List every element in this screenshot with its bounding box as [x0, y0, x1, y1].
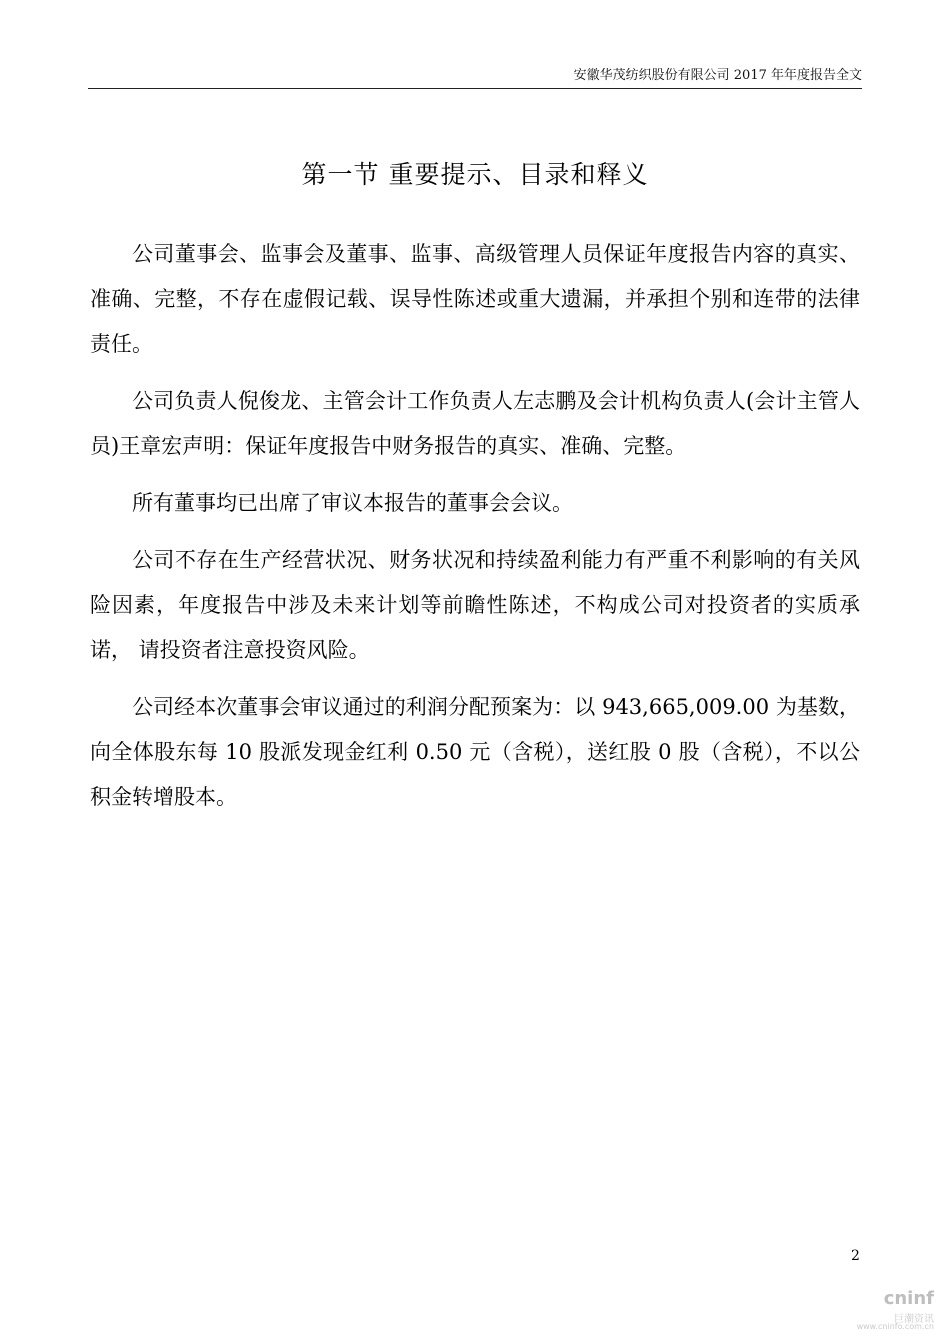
watermark-url: www.cninfo.com.cn	[856, 1322, 934, 1331]
section-title: 第一节 重要提示、目录和释义	[301, 160, 649, 189]
paragraph-risk: 公司不存在生产经营状况、财务状况和持续盈利能力有严重不利影响的有关风险因素，年度报告中涉及未来计划等前瞻性陈述，不构成公司对投资者的实质承诺， 请投资者注意投资风险。	[90, 548, 860, 662]
paragraph-declaration: 公司负责人倪俊龙、主管会计工作负责人左志鹏及会计机构负责人(会计主管人员)王章宏声明：保证年度报告中财务报告的真实、准确、完整。	[90, 389, 860, 458]
paragraph-dividend: 公司经本次董事会审议通过的利润分配预案为：以 943,665,009.00 为基数，向全体股东每 10 股派发现金红利 0.50 元（含税），送红股 0 股（含税），不以公积金转增股本。	[90, 695, 860, 809]
watermark-subtitle: 巨潮资讯	[894, 1314, 934, 1325]
paragraph-responsibility: 公司董事会、监事会及董事、监事、高级管理人员保证年度报告内容的真实、准确、完整，不存在虚假记载、误导性陈述或重大遗漏，并承担个别和连带的法律责任。	[90, 242, 860, 356]
running-header: 安徽华茂纺织股份有限公司 2017 年年度报告全文	[573, 68, 862, 83]
header-divider	[88, 88, 862, 89]
watermark-logo: cninf	[883, 1288, 934, 1309]
paragraph-attendance: 所有董事均已出席了审议本报告的董事会会议。	[132, 491, 573, 515]
cninfo-watermark	[834, 1286, 944, 1338]
document-body	[90, 232, 860, 832]
page-number: 2	[851, 1248, 860, 1264]
